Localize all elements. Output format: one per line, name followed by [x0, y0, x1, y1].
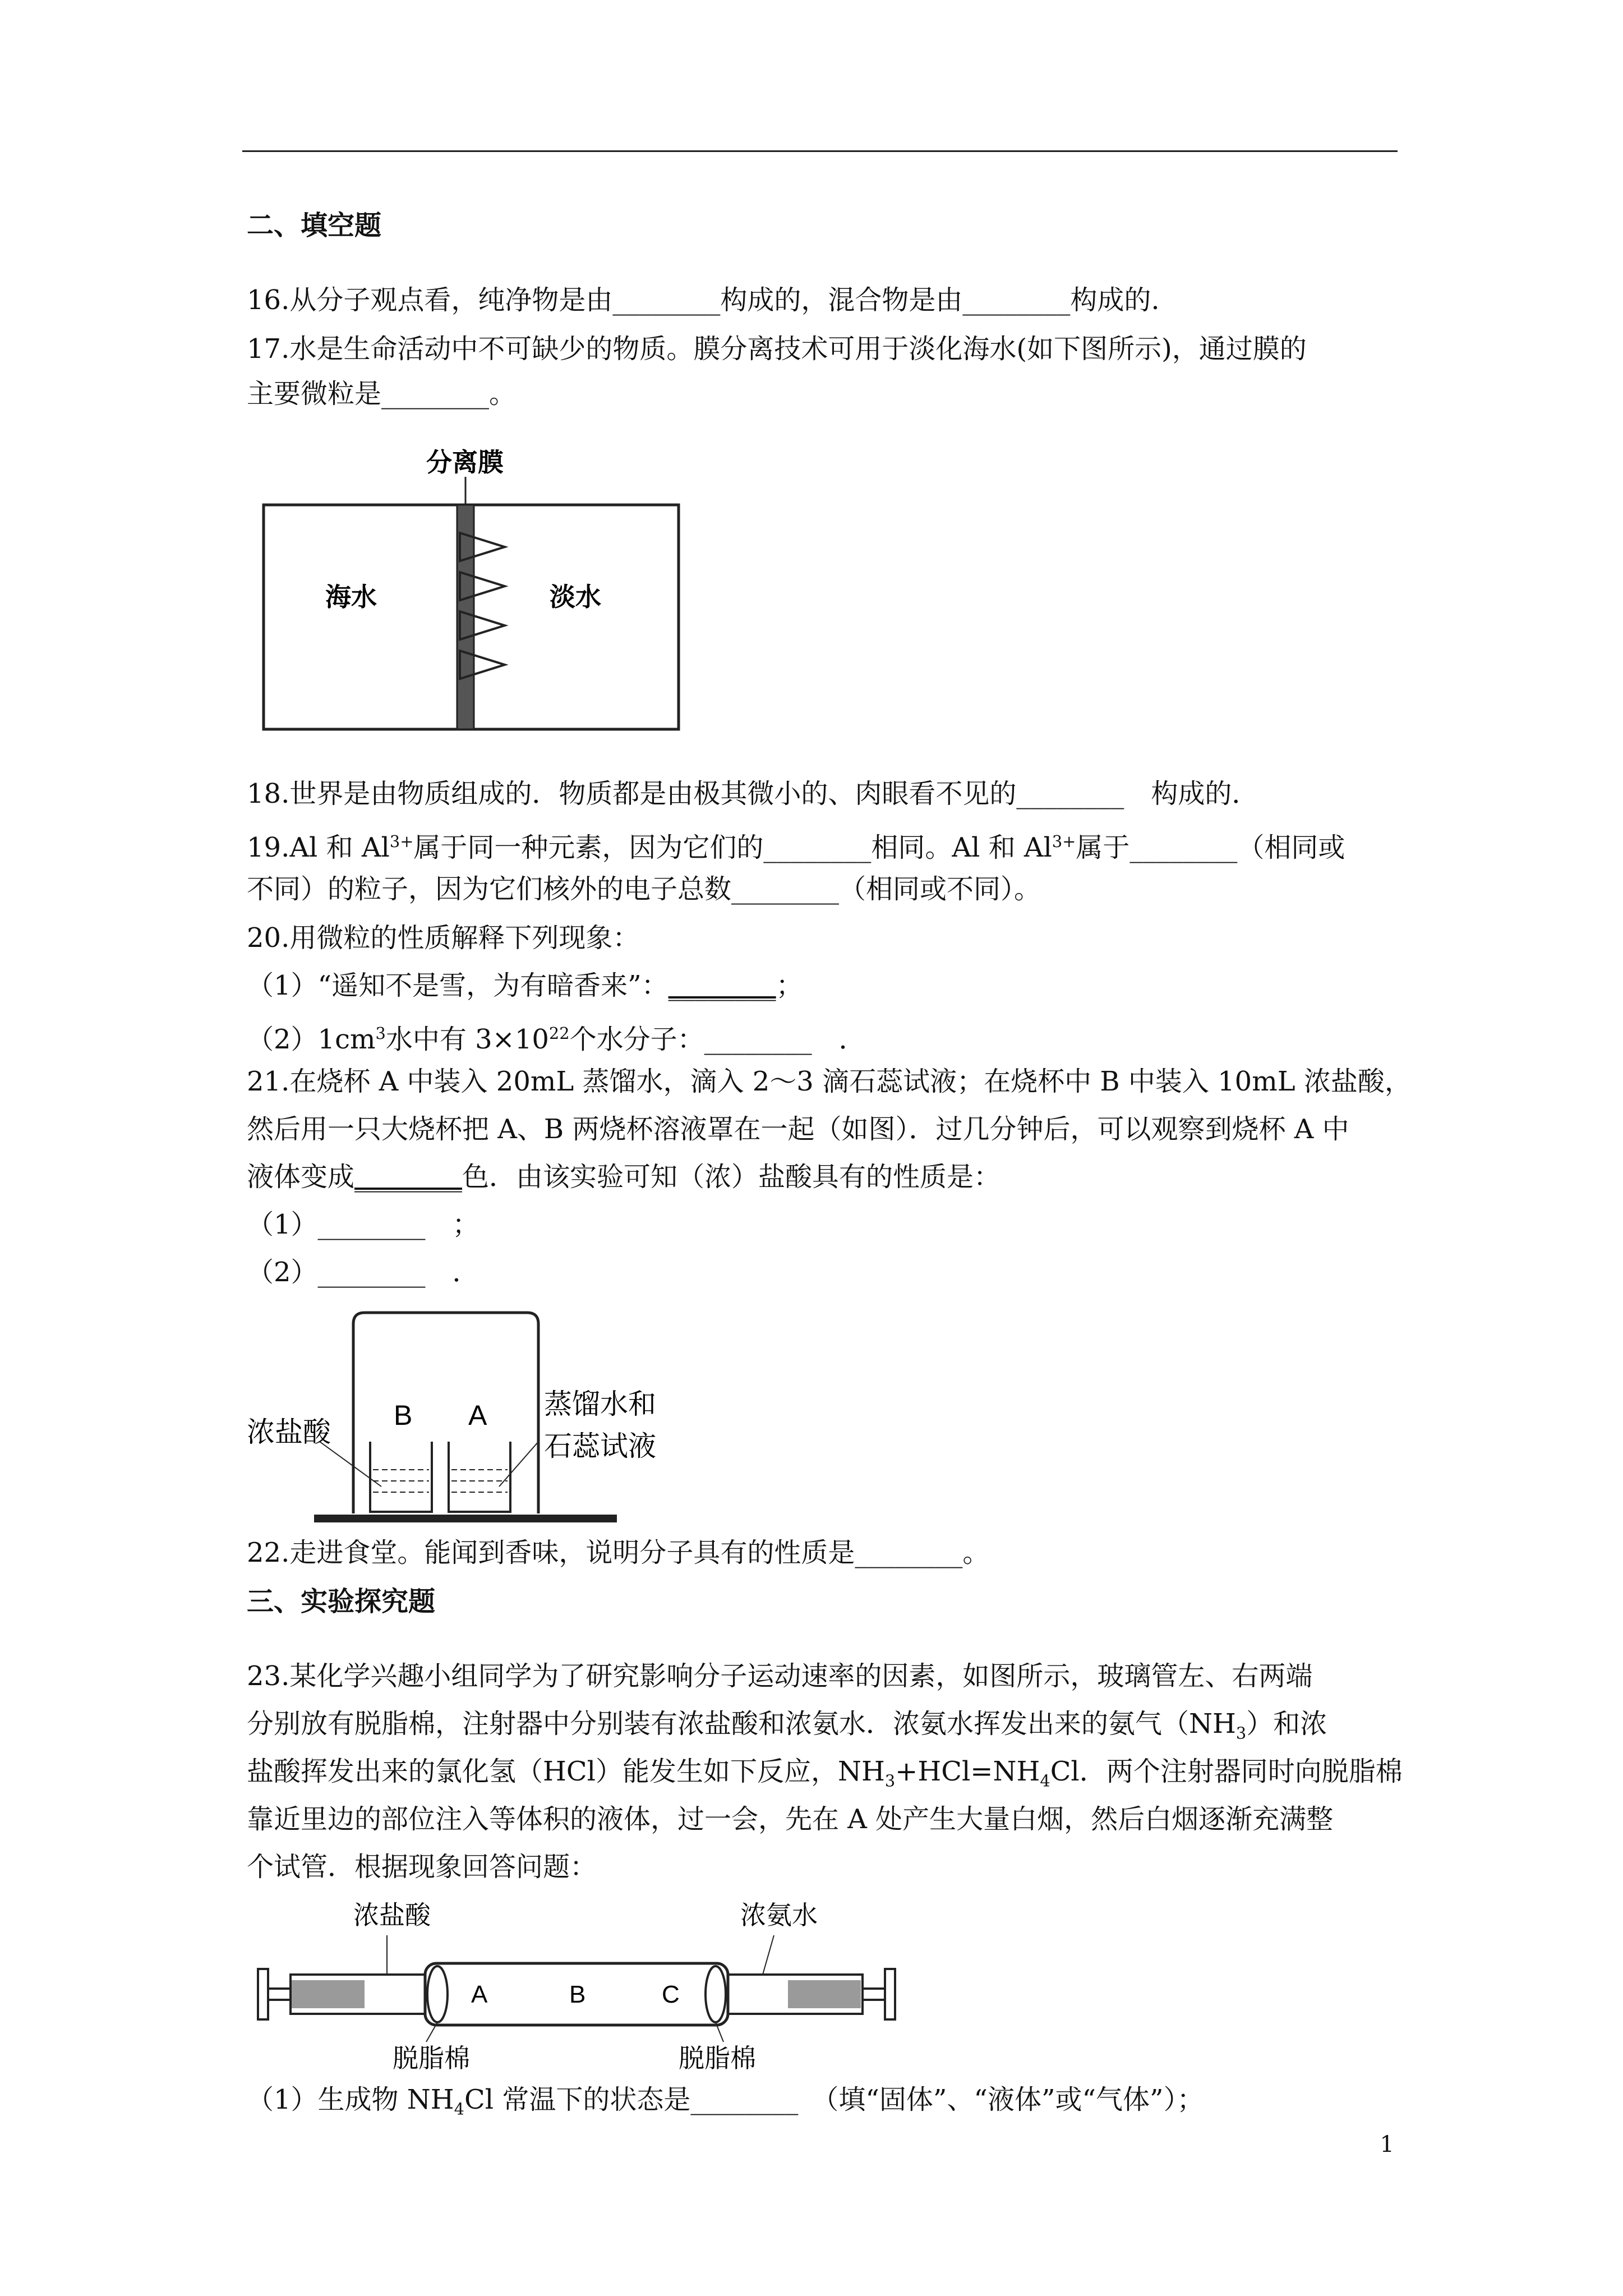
section-heading-experiment: 三、实验探究题 [247, 1586, 436, 1617]
right-ammonia-label: 浓氨水 [740, 1901, 818, 1930]
diffusion-tube-figure [247, 1890, 942, 2076]
membrane-separation-figure [247, 443, 695, 740]
conc-hcl-label: 浓盐酸 [247, 1416, 331, 1448]
question-22: 22.走进食堂。能闻到香味，说明分子具有的性质是________。 [247, 1537, 990, 1568]
question-21-line3: 液体变成________色．由该实验可知（浓）盐酸具有的性质是： [247, 1161, 1001, 1193]
membrane-label: 分离膜 [426, 448, 504, 477]
question-23-line4: 靠近里边的部位注入等体积的液体，过一会，先在 A 处产生大量白烟，然后白烟逐渐充满整 [247, 1803, 1334, 1835]
tube-point-c: C [662, 1981, 680, 2008]
question-23-line2: 分别放有脱脂棉，注射器中分别装有浓盐酸和浓氨水．浓氨水挥发出来的氨气$(NH_3)$和浓 [247, 1708, 1327, 1743]
question-21-line1: 21.在烧杯 A 中装入 20mL 蒸馏水，滴入 2～3 滴石蕊试液；在烧杯中 B 中装入 10mL 浓盐酸， [247, 1066, 1412, 1097]
distilled-water-label: 蒸馏水和 [544, 1388, 656, 1420]
freshwater-label: 淡水 [550, 582, 601, 611]
beaker-b-label: B [394, 1400, 413, 1431]
section-heading-fill-in: 二、填空题 [247, 210, 382, 241]
beaker-experiment-figure [247, 1301, 695, 1526]
litmus-label: 石蕊试液 [544, 1430, 656, 1462]
question-17-line1: 17.水是生命活动中不可缺少的物质。膜分离技术可用于淡化海水(如下图所示)，通过膜的 [247, 333, 1307, 365]
tube-point-b: B [569, 1981, 586, 2008]
question-19-line1: 19.Al 和 $Al^{3+}$属于同一种元素，因为它们的________相同。Al 和 $Al^{3+}$属于________（相同或 [247, 832, 1345, 863]
question-23-line5: 个试管．根据现象回答问题： [247, 1851, 597, 1883]
left-cotton-label: 脱脂棉 [393, 2044, 470, 2073]
question-20-part1: （1）“遥知不是雪，为有暗香来”：________； [247, 970, 803, 1001]
question-23-part1: （1）生成物 $NH_4Cl$ 常温下的状态是________ （填“固体”、“液体”或“气体”）； [247, 2084, 1204, 2119]
header-rule [242, 150, 1398, 152]
question-21-part2: （2）________ ． [247, 1257, 479, 1288]
question-20-part2: $(2)1cm^3$水中有 $3\times 10^{22}$个水分子：________ ． [247, 1024, 866, 1055]
question-21-line2: 然后用一只大烧杯把 A、B 两烧杯溶液罩在一起（如图）．过几分钟后，可以观察到烧杯 A 中 [247, 1114, 1349, 1145]
question-18: 18.世界是由物质组成的．物质都是由极其微小的、肉眼看不见的________ 构成的． [247, 778, 1259, 809]
question-20: 20.用微粒的性质解释下列现象： [247, 922, 640, 954]
page-number: 1 [1380, 2132, 1394, 2157]
left-hcl-label: 浓盐酸 [353, 1901, 431, 1930]
question-21-part1: （1）________ ； [247, 1209, 479, 1240]
right-cotton-label: 脱脂棉 [679, 2044, 756, 2073]
tube-point-a: A [471, 1981, 488, 2008]
question-17-line2: 主要微粒是________。 [247, 378, 517, 409]
question-23-line1: 23.某化学兴趣小组同学为了研究影响分子运动速率的因素，如图所示，玻璃管左、右两端 [247, 1660, 1313, 1692]
beaker-a-label: A [468, 1400, 487, 1431]
question-23-line3: 盐酸挥发出来的氯化氢（HCl）能发生如下反应，$NH_3+HCl=NH_4Cl$．两个注射器同时向脱脂棉 [247, 1756, 1403, 1791]
seawater-label: 海水 [325, 582, 377, 611]
question-19-line2: 不同）的粒子，因为它们核外的电子总数________（相同或不同）。 [247, 873, 1041, 905]
question-16: 16.从分子观点看，纯净物是由________构成的，混合物是由________构成的. [247, 284, 1160, 316]
